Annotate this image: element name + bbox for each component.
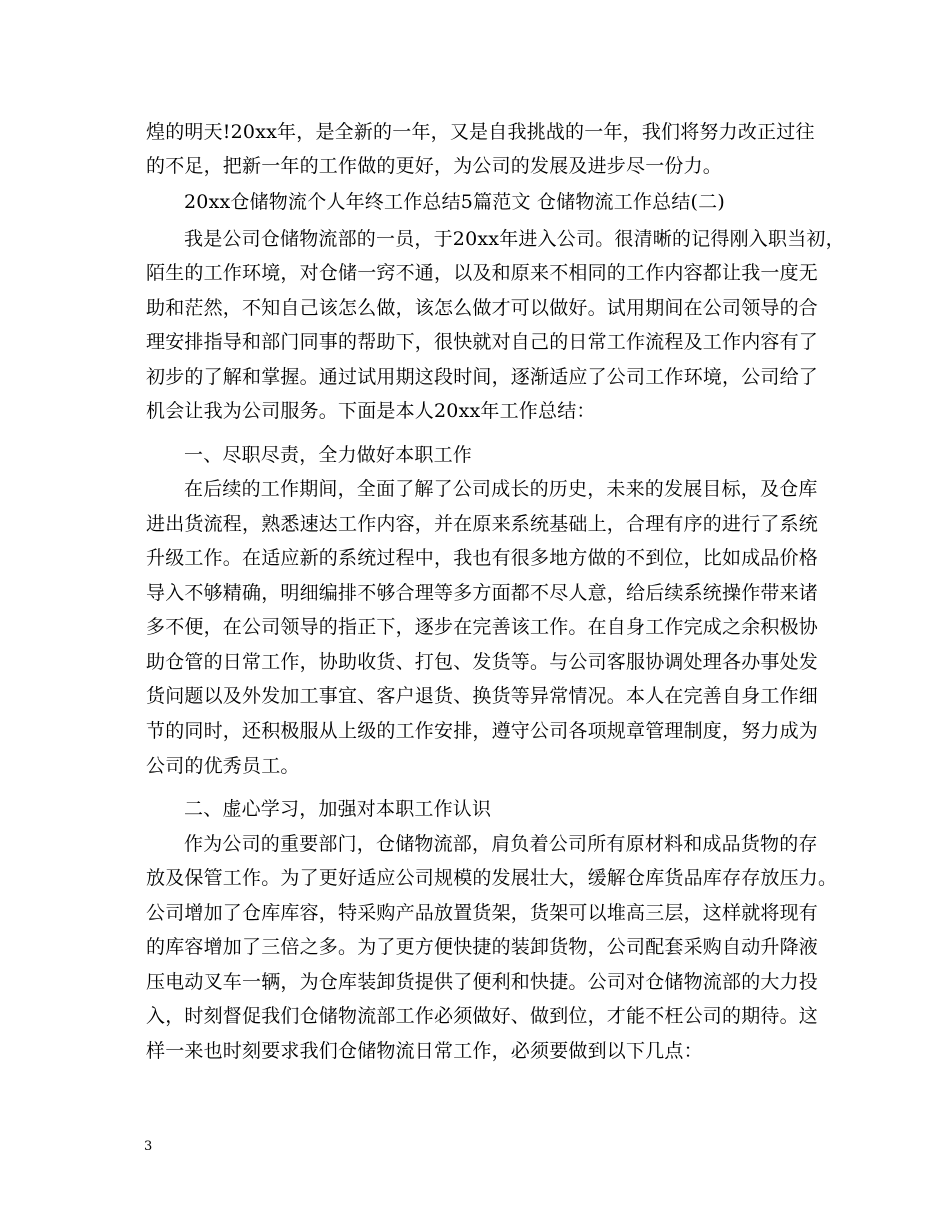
text-line: 陌生的工作环境，对仓储一窍不通，以及和原来不相同的工作内容都让我一度无 (146, 262, 819, 284)
text-line: 入，时刻督促我们仓储物流部工作必须做好、做到位，才能不枉公司的期待。这 (146, 1005, 819, 1027)
paragraph-start: 我是公司仓储物流部的一员，于20xx年进入公司。很清晰的记得刚入职当初， (184, 228, 845, 250)
paragraph-start: 作为公司的重要部门，仓储物流部，肩负着公司所有原材料和成品货物的存 (184, 833, 818, 855)
section-heading-2: 二、虚心学习，加强对本职工作认识 (184, 798, 492, 820)
text-line: 理安排指导和部门同事的帮助下，很快就对自己的日常工作流程及工作内容有了 (146, 331, 819, 353)
text-line: 导入不够精确，明细编排不够合理等多方面都不尽人意，给后续系统操作带来诸 (146, 582, 819, 604)
section-heading-1: 一、尽职尽责，全力做好本职工作 (184, 444, 473, 466)
text-line: 机会让我为公司服务。下面是本人20xx年工作总结： (146, 400, 596, 422)
text-line: 样一来也时刻要求我们仓储物流日常工作，必须要做到以下几点： (146, 1040, 703, 1062)
text-line: 的不足，把新一年的工作做的更好，为公司的发展及进步尽一份力。 (146, 155, 723, 177)
text-line: 的库容增加了三倍之多。为了更方便快捷的装卸货物，公司配套采购自动升降液 (146, 936, 819, 958)
text-line: 升级工作。在适应新的系统过程中，我也有很多地方做的不到位，比如成品价格 (146, 547, 819, 569)
text-line: 进出货流程，熟悉速达工作内容，并在原来系统基础上，合理有序的进行了系统 (146, 513, 819, 535)
text-line: 货问题以及外发加工事宜、客户退货、换货等异常情况。本人在完善自身工作细 (146, 685, 819, 707)
text-line: 煌的明天!20xx年，是全新的一年，又是自我挑战的一年，我们将努力改正过往 (146, 121, 815, 143)
text-line: 助仓管的日常工作，协助收货、打包、发货等。与公司客服协调处理各办事处发 (146, 651, 819, 673)
text-line: 放及保管工作。为了更好适应公司规模的发展壮大，缓解仓库货品库存存放压力。 (146, 867, 838, 889)
paragraph-start: 在后续的工作期间，全面了解了公司成长的历史，未来的发展目标，及仓库 (184, 478, 818, 500)
text-line: 多不便，在公司领导的指正下，逐步在完善该工作。在自身工作完成之余积极协 (146, 616, 819, 638)
text-line: 初步的了解和掌握。通过试用期这段时间，逐渐适应了公司工作环境，公司给了 (146, 366, 819, 388)
page-number: 3 (144, 1139, 153, 1154)
text-line: 压电动叉车一辆，为仓库装卸货提供了便利和快捷。公司对仓储物流部的大力投 (146, 971, 819, 993)
section-title: 20xx仓储物流个人年终工作总结5篇范文 仓储物流工作总结(二) (184, 191, 725, 213)
text-line: 公司的优秀员工。 (146, 755, 300, 777)
text-line: 助和茫然，不知自己该怎么做，该怎么做才可以做好。试用期间在公司领导的合 (146, 297, 819, 319)
text-line: 公司增加了仓库库容，特采购产品放置货架，货架可以堆高三层，这样就将现有 (146, 902, 819, 924)
text-line: 节的同时，还积极服从上级的工作安排，遵守公司各项规章管理制度，努力成为 (146, 720, 819, 742)
